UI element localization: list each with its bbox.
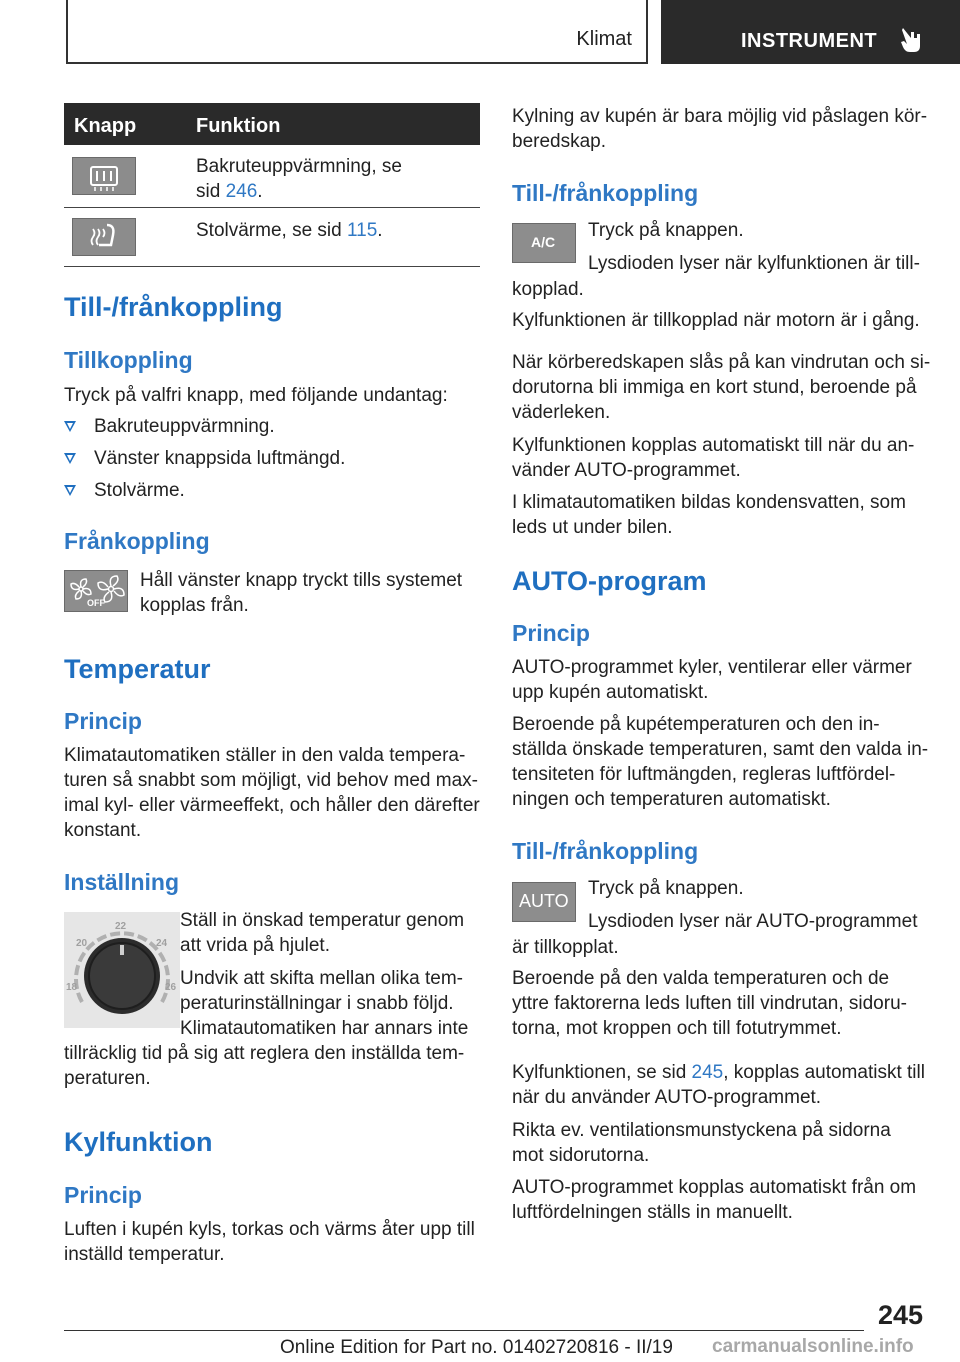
svg-text:24: 24 bbox=[156, 938, 168, 949]
heading-on-off: Till-/frånkoppling bbox=[512, 180, 699, 206]
footer-divider bbox=[64, 1330, 864, 1331]
page-number: 245 bbox=[878, 1300, 924, 1330]
setting-text-2: Undvik att skifta mellan olika tem- peraturinställningar i snabb följd. Klimatautomatiken har annars inte bbox=[180, 968, 469, 1039]
heading-on-off: Till-/frånkoppling bbox=[64, 292, 283, 322]
auto-off-text: AUTO-programmet kopplas automatiskt från om luftfördelningen ställs in manuellt. bbox=[512, 1177, 917, 1223]
page-link-245[interactable]: 245 bbox=[691, 1062, 724, 1083]
svg-text:22: 22 bbox=[115, 921, 127, 932]
column-header-button: Knapp bbox=[74, 115, 137, 137]
auto-text: Tryck på knappen. bbox=[588, 878, 744, 899]
heading-switch-on: Tillkoppling bbox=[64, 347, 193, 373]
table-header bbox=[64, 103, 480, 145]
footer-edition-text: Online Edition for Part no. 01402720816 - II/19 bbox=[280, 1337, 673, 1358]
heading-cooling: Kylfunktion bbox=[64, 1127, 213, 1157]
ac-text-3: kopplad. bbox=[512, 279, 584, 300]
heading-auto-program: AUTO-program bbox=[512, 566, 707, 596]
button-function-table bbox=[64, 103, 480, 267]
watermark: carmanualsonline.info bbox=[712, 1336, 914, 1357]
auto-cooling-text: Kylfunktionen kopplas automatiskt till när du an- vänder AUTO-programmet. bbox=[512, 435, 915, 481]
cooling-intro-text: Kylning av kupén är bara möjlig vid påslagen kör- beredskap. bbox=[512, 106, 928, 152]
rear-window-defrost-icon bbox=[72, 157, 136, 195]
fog-text: När körberedskapen slås på kan vindrutan och si- dorutorna bli immiga en kort stund, beroende på väderleken. bbox=[512, 352, 931, 423]
vents-text: Rikta ev. ventilationsmunstyckena på sidorna mot sidorutorna. bbox=[512, 1120, 891, 1166]
condensation-text: I klimatautomatiken bildas kondensvatten, som leds ut under bilen. bbox=[512, 492, 906, 538]
heading-principle: Princip bbox=[64, 1182, 142, 1208]
header-chapter-tab bbox=[661, 0, 960, 64]
cooling-text: Kylfunktionen är tillkopplad när motorn är i gång. bbox=[512, 310, 920, 331]
header-chapter-title: INSTRUMENT bbox=[741, 30, 878, 52]
cooling-principle-text: Luften i kupén kyls, torkas och värms åter upp till inställd temperatur. bbox=[64, 1219, 475, 1265]
ac-button-icon: A/C bbox=[512, 223, 576, 263]
switch-on-text: Tryck på valfri knapp, med följande undantag: bbox=[64, 385, 448, 406]
auto-text-3: är tillkopplat. bbox=[512, 937, 619, 958]
ac-text: Tryck på knappen. bbox=[588, 220, 744, 241]
column-header-function: Funktion bbox=[196, 115, 281, 137]
heading-temperature: Temperatur bbox=[64, 654, 211, 684]
temperature-dial-icon bbox=[64, 912, 180, 1028]
page-link-115[interactable]: 115 bbox=[347, 220, 378, 241]
air-distribution-text: Beroende på den valda temperaturen och de yttre faktorerna leds luften till vindrutan, sidoru- torna, mot kroppen och till fotutrymmet. bbox=[512, 968, 907, 1039]
switch-off-text: Håll vänster knapp tryckt tills systemet kopplas från. bbox=[140, 570, 463, 616]
setting-text-3: tillräcklig tid på sig att reglera den inställda tem- peraturen. bbox=[64, 1043, 465, 1089]
setting-text: Ställ in önskad temperatur genom att vrida på hjulet. bbox=[180, 910, 465, 956]
heading-principle: Princip bbox=[64, 708, 142, 734]
svg-text:20: 20 bbox=[76, 938, 88, 949]
table-cell-function: Stolvärme, se sid 115. bbox=[196, 220, 383, 241]
auto-text-2: Lysdioden lyser när AUTO-programmet bbox=[588, 911, 918, 932]
temperature-dial-image bbox=[64, 912, 180, 1028]
heading-principle: Princip bbox=[512, 620, 590, 646]
svg-text:18: 18 bbox=[66, 982, 78, 993]
table-cell-function: Bakruteuppvärmning, se sid 246. bbox=[196, 156, 402, 202]
principle-text: Klimatautomatiken ställer in den valda tempera- turen så snabbt som möjligt, vid behov med max- imal kyl- eller värmeeffekt, och håller den därefter konstant. bbox=[64, 745, 480, 841]
header-section-tab bbox=[66, 0, 648, 64]
auto-principle-text: AUTO-programmet kyler, ventilerar eller värmer upp kupén automatiskt. bbox=[512, 657, 912, 703]
seat-heating-icon bbox=[72, 218, 136, 256]
pointing-hand-icon bbox=[899, 26, 925, 54]
table-row bbox=[64, 208, 480, 267]
auto-description-text: Beroende på kupétemperaturen och den in- ställda önskade temperaturen, samt den valda in- tensiteten för luftmängden, regleras luftfördel- ningen och temperaturen automatiskt. bbox=[512, 714, 929, 810]
header-section-title: Klimat bbox=[576, 28, 632, 50]
heading-on-off: Till-/frånkoppling bbox=[512, 838, 699, 864]
heading-setting: Inställning bbox=[64, 869, 179, 895]
fan-off-button-icon bbox=[64, 570, 128, 612]
table-row bbox=[64, 145, 480, 208]
svg-text:26: 26 bbox=[165, 982, 177, 993]
svg-text:OFF: OFF bbox=[87, 598, 105, 608]
cooling-ref-text: Kylfunktionen, se sid 245, kopplas automatiskt till när du använder AUTO-programmet. bbox=[512, 1062, 925, 1108]
ac-text-2: Lysdioden lyser när kylfunktionen är till- bbox=[588, 253, 920, 274]
auto-button-icon: AUTO bbox=[512, 882, 576, 922]
page-link-246[interactable]: 246 bbox=[225, 181, 258, 202]
heading-switch-off: Frånkoppling bbox=[64, 528, 210, 554]
